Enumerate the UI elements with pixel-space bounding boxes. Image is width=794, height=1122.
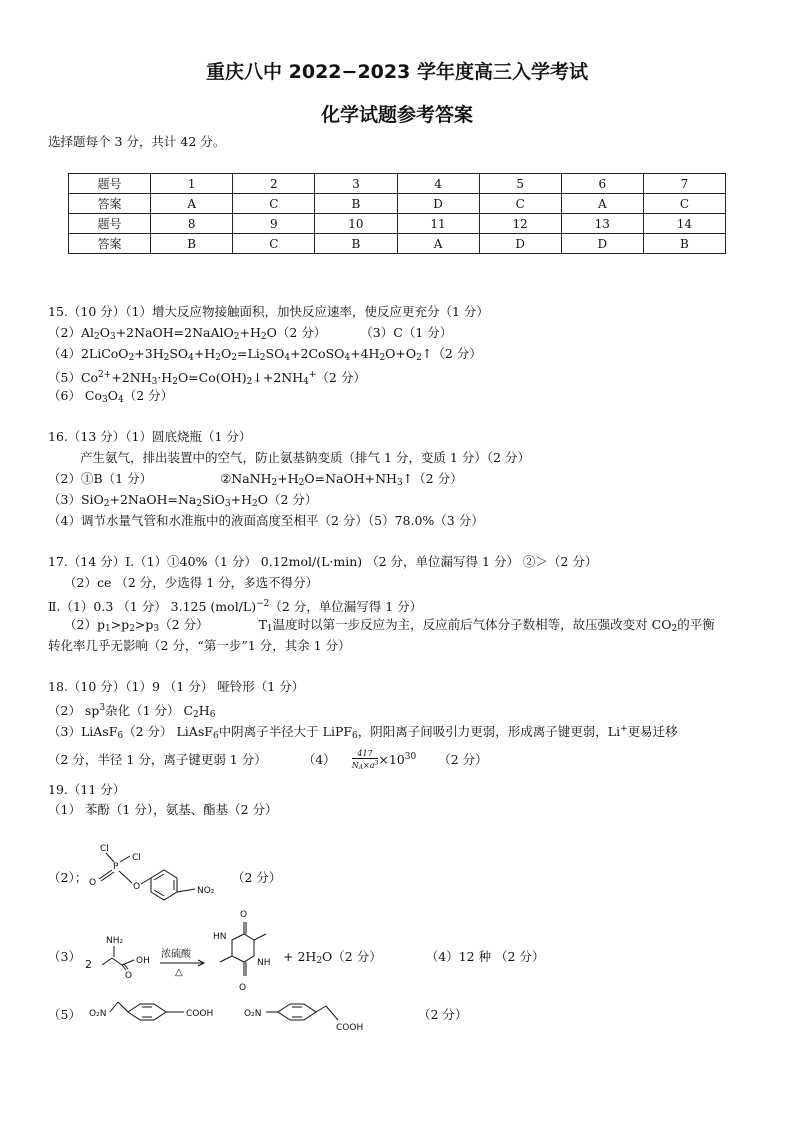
table-cell: 11 bbox=[397, 214, 479, 234]
svg-text:△: △ bbox=[175, 967, 183, 978]
svg-text:O: O bbox=[125, 971, 133, 981]
table-cell: C bbox=[233, 234, 315, 254]
page-title: 重庆八中 2022−2023 学年度高三入学考试 bbox=[206, 61, 588, 83]
q15-line4: $(5)Co^{2+}+2NH_3\cdot H_2O=Co(OH)_2↓+2NH_4^+(2$ 分） bbox=[48, 370, 366, 387]
q15-line2: $(2)Al_2O_3+2NaOH=2NaAlO_2+H_2O(2$ 分） （3）C（1 分） bbox=[48, 325, 453, 342]
svg-text:O: O bbox=[133, 882, 141, 892]
table-cell: 13 bbox=[561, 214, 643, 234]
svg-text:HN: HN bbox=[213, 932, 227, 942]
q16-line1: 16.（13 分）（1）圆底烧瓶（1 分） bbox=[48, 429, 252, 444]
q18-line3: （3）LiAsF$_6$（2 分） LiAsF$_6$中阴离子半径大于 LiPF$_6$，阴阳离子间吸引力更弱，形成离子键更弱，Li+更易迁移 bbox=[48, 724, 678, 741]
answer-table bbox=[68, 173, 726, 254]
table-cell: B bbox=[315, 194, 397, 214]
table-row bbox=[69, 214, 726, 234]
svg-text:OH: OH bbox=[136, 956, 150, 966]
q18-line4: （2 分，半径 1 分，离子键更弱 1 分） （4） $\frac{417}{NA\times a^3}$ $\times 10^{30}$ （2 分） bbox=[48, 749, 488, 771]
svg-text:Cl: Cl bbox=[132, 853, 141, 863]
table-cell: 3 bbox=[315, 174, 397, 194]
table-cell: B bbox=[643, 234, 725, 254]
page-subtitle: 化学试题参考答案 bbox=[320, 104, 473, 126]
q16-line2: 产生氨气，排出装置中的空气，防止氨基钠变质（排气 1 分，变质 1 分）（2 分） bbox=[80, 450, 530, 465]
q15-line3: $(4)2LiCoO_2+3H_2SO_4+H_2O_2=Li_2SO_4+2CoSO_4+4H_2O+O_2↑(2$ 分） bbox=[48, 346, 482, 363]
svg-text:NH: NH bbox=[257, 958, 271, 968]
table-cell: C bbox=[233, 194, 315, 214]
table-cell: A bbox=[397, 234, 479, 254]
q19-part5-score: （2 分） bbox=[418, 1007, 468, 1022]
table-cell: C bbox=[643, 194, 725, 214]
svg-text:COOH: COOH bbox=[336, 1023, 364, 1033]
q17-line4: $(2)p_1>p_2>p_3(2$ 分） $T_1$温度时以第一步反应为主，反应前后气体分子数相等，故压强改变对 $CO_2$的平衡 bbox=[64, 617, 715, 634]
q19-line1: 19.（11 分） bbox=[48, 782, 126, 797]
q17-line1: 17.（14 分）Ⅰ.（1）①40%（1 分） 0.12mol/(L·min) （2 分，单位漏写得 1 分） ②＞（2 分） bbox=[48, 554, 598, 569]
q15-line5: （6） $Co_3O_4(2$ 分） bbox=[48, 388, 174, 405]
q16-line3: （2）①B（1 分） $②NaNH_2+H_2O=NaOH+NH_3↑(2$ 分） bbox=[48, 471, 463, 488]
svg-text:Cl: Cl bbox=[100, 844, 109, 854]
table-cell: 9 bbox=[233, 214, 315, 234]
q18-line1: 18.（10 分）（1）9 （1 分） 哑铃形（1 分） bbox=[48, 679, 305, 694]
q17-line2: （2）ce （2 分，少选得 1 分，多选不得分） bbox=[64, 575, 319, 590]
svg-text:浓硫酸: 浓硫酸 bbox=[161, 949, 191, 960]
table-cell: 答案 bbox=[69, 234, 151, 254]
q17-line3: Ⅱ.（1）0.3 （1 分） 3.125 $(mol/L)^{-2}(2$ 分，单位漏写得 1 分） bbox=[48, 599, 423, 614]
dichlorophosphate-structure bbox=[88, 840, 228, 900]
table-cell: 7 bbox=[643, 174, 725, 194]
table-cell: C bbox=[479, 194, 561, 214]
svg-text:O₂N: O₂N bbox=[89, 1009, 107, 1019]
svg-text:O₂N: O₂N bbox=[244, 1009, 262, 1019]
svg-text:O: O bbox=[239, 983, 247, 993]
density-fraction: $\frac{417}{NA\times a^3}$ bbox=[351, 749, 379, 771]
table-cell: 10 bbox=[315, 214, 397, 234]
table-cell: B bbox=[315, 234, 397, 254]
svg-text:NO₂: NO₂ bbox=[197, 886, 215, 896]
table-cell: B bbox=[151, 234, 233, 254]
q18-line2: （2） $sp^3$杂化（1 分） $C_2H_6$ bbox=[48, 703, 216, 720]
q16-line5: （4）调节水量气管和水准瓶中的液面高度至相平（2 分）（5）78.0%（3 分） bbox=[48, 513, 484, 528]
table-cell: 14 bbox=[643, 214, 725, 234]
q19-part5-label: （5） bbox=[48, 1007, 81, 1022]
table-row bbox=[69, 174, 726, 194]
table-cell: 答案 bbox=[69, 194, 151, 214]
table-row bbox=[69, 194, 726, 214]
table-cell: 1 bbox=[151, 174, 233, 194]
svg-text:P: P bbox=[113, 862, 119, 872]
q19-line2: （1） 苯酚（1 分），氨基、酯基（2 分） bbox=[48, 802, 278, 817]
svg-text:COOH: COOH bbox=[186, 1009, 214, 1019]
svg-text:2: 2 bbox=[85, 958, 92, 971]
q15-line1: 15.（10 分）（1）增大反应物接触面积，加快反应速率，使反应更充分（1 分） bbox=[48, 304, 489, 319]
table-cell: D bbox=[397, 194, 479, 214]
table-cell: 6 bbox=[561, 174, 643, 194]
table-cell: D bbox=[561, 234, 643, 254]
q16-line4: $(3)SiO_2+2NaOH=Na_2SiO_3+H_2O(2$ 分） bbox=[48, 492, 318, 509]
table-cell: 题号 bbox=[69, 174, 151, 194]
q19-part3-product: + $2H_2O(2$ 分） （4）12 种 （2 分） bbox=[283, 949, 545, 966]
table-cell: 12 bbox=[479, 214, 561, 234]
table-cell: A bbox=[561, 194, 643, 214]
isomer-structures bbox=[88, 990, 418, 1038]
q19-part2-score: （2 分） bbox=[232, 870, 282, 885]
table-cell: 题号 bbox=[69, 214, 151, 234]
svg-text:O: O bbox=[240, 910, 248, 920]
q19-part2-label: （2）； bbox=[48, 870, 88, 885]
svg-text:O: O bbox=[89, 878, 97, 888]
svg-text:NH₂: NH₂ bbox=[106, 936, 124, 946]
intro-text: 选择题每个 3 分，共计 42 分。 bbox=[48, 134, 226, 149]
q19-part3-label: （3） bbox=[48, 949, 81, 964]
table-cell: 5 bbox=[479, 174, 561, 194]
table-cell: 8 bbox=[151, 214, 233, 234]
table-cell: A bbox=[151, 194, 233, 214]
table-cell: D bbox=[479, 234, 561, 254]
table-row bbox=[69, 234, 726, 254]
table-cell: 2 bbox=[233, 174, 315, 194]
table-cell: 4 bbox=[397, 174, 479, 194]
q17-line5: 转化率几乎无影响（2 分，“第一步”1 分，其余 1 分） bbox=[48, 638, 351, 653]
